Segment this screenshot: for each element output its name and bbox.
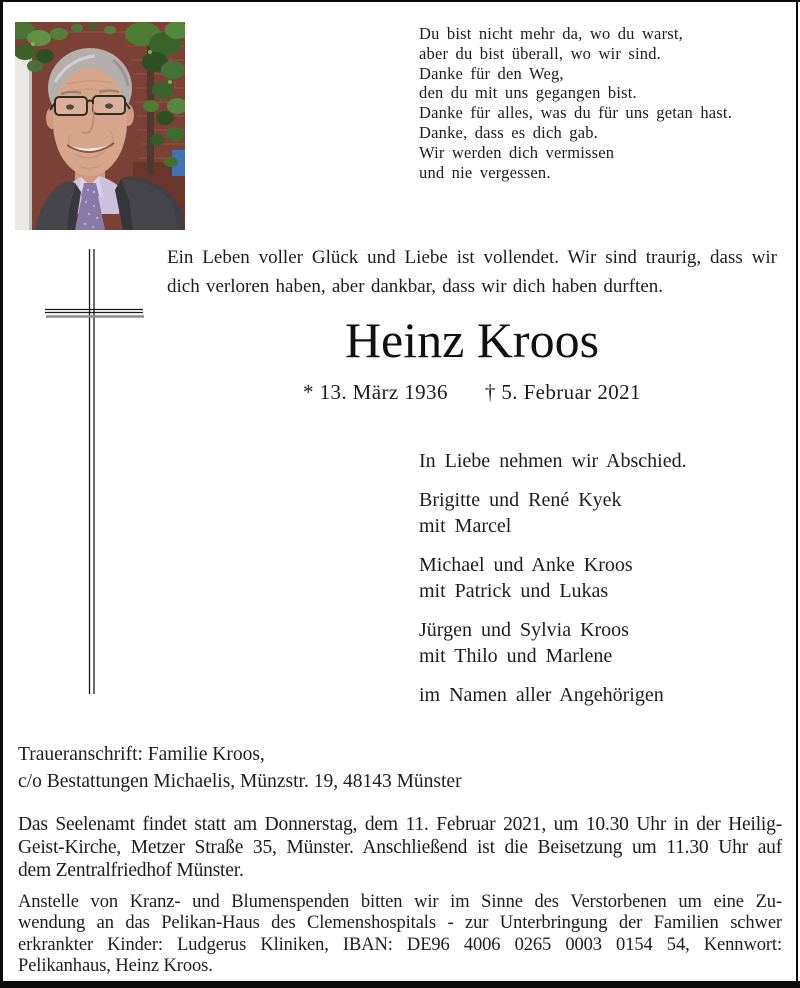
donation-line: Anstelle von Kranz- und Blumenspenden bitten wir im Sinne des Verstorbenen um eine Zu- (18, 892, 782, 912)
frame-bottom-border (0, 981, 800, 988)
address-line: c/o Bestattungen Michaelis, Münzstr. 19, 48143 Münster (18, 771, 462, 792)
intro-line: Ein Leben voller Glück und Liebe ist vollendet. Wir sind traurig, dass wir (167, 247, 777, 268)
mourner-line: Brigitte und René Kyek (419, 489, 622, 511)
frame-right-border (796, 0, 798, 988)
mourners-block (419, 448, 687, 708)
service-line: dem Zentralfriedhof Münster. (18, 860, 244, 882)
service-line: Geist-Kirche, Metzer Straße 35, Münster. Anschließend ist die Beisetzung um 11.30 Uhr auf (18, 837, 782, 859)
poem-line: Wir werden dich vermissen (419, 142, 615, 162)
poem-line: aber du bist überall, wo wir sind. (419, 43, 662, 63)
mourner-line: mit Patrick und Lukas (419, 580, 609, 602)
mourner-line: Jürgen und Sylvia Kroos (419, 619, 629, 641)
mourner-line: Michael und Anke Kroos (419, 554, 633, 576)
mourner-line: mit Marcel (419, 515, 512, 537)
intro-paragraph (167, 243, 777, 301)
frame-left-border (0, 0, 3, 988)
portrait-photo-icon (15, 22, 185, 230)
poem-line: Danke, dass es dich gab. (419, 122, 599, 142)
poem-line: Du bist nicht mehr da, wo du warst, (419, 24, 684, 43)
portrait-photo (15, 22, 185, 230)
death-date: † 5. Februar 2021 (484, 380, 641, 404)
poem-line: Danke für alles, was du für uns getan hast. (419, 103, 733, 123)
deceased-name: Heinz Kroos (344, 312, 600, 368)
poem-line: und nie vergessen. (419, 162, 551, 182)
poem-line: den du mit uns gegangen bist. (419, 83, 637, 103)
frame-top-border (0, 0, 800, 2)
mourning-address (18, 741, 462, 795)
service-info-paragraph (18, 813, 782, 883)
farewell-closing: im Namen aller Angehörigen (419, 684, 664, 706)
donation-line: wendung an das Pelikan-Haus des Clemenshospitals - zur Unterbringung der Familien schwer (18, 913, 782, 934)
donation-info-paragraph (18, 892, 782, 978)
donation-line: Pelikanhaus, Heinz Kroos. (18, 956, 213, 977)
service-line: Das Seelenamt findet statt am Donnerstag, dem 11. Februar 2021, um 10.30 Uhr in der Heilig- (18, 814, 782, 835)
address-line: Traueranschrift: Familie Kroos, (18, 744, 265, 765)
memorial-cross-icon (40, 246, 148, 696)
poem-line: Danke für den Weg, (419, 63, 564, 83)
mourner-group (419, 487, 687, 539)
farewell-intro: In Liebe nehmen wir Abschied. (419, 450, 687, 472)
life-dates (167, 379, 777, 405)
poem-block (419, 24, 732, 182)
intro-line: dich verloren haben, aber dankbar, dass wir dich haben durften. (167, 276, 663, 297)
mourner-group (419, 552, 687, 604)
mourner-group (419, 617, 687, 669)
donation-line: erkrankter Kinder: Ludgerus Kliniken, IBAN: DE96 4006 0265 0003 0154 54, Kennwort: (18, 934, 782, 955)
mourner-line: mit Thilo und Marlene (419, 645, 613, 667)
birth-date: * 13. März 1936 (303, 380, 448, 404)
